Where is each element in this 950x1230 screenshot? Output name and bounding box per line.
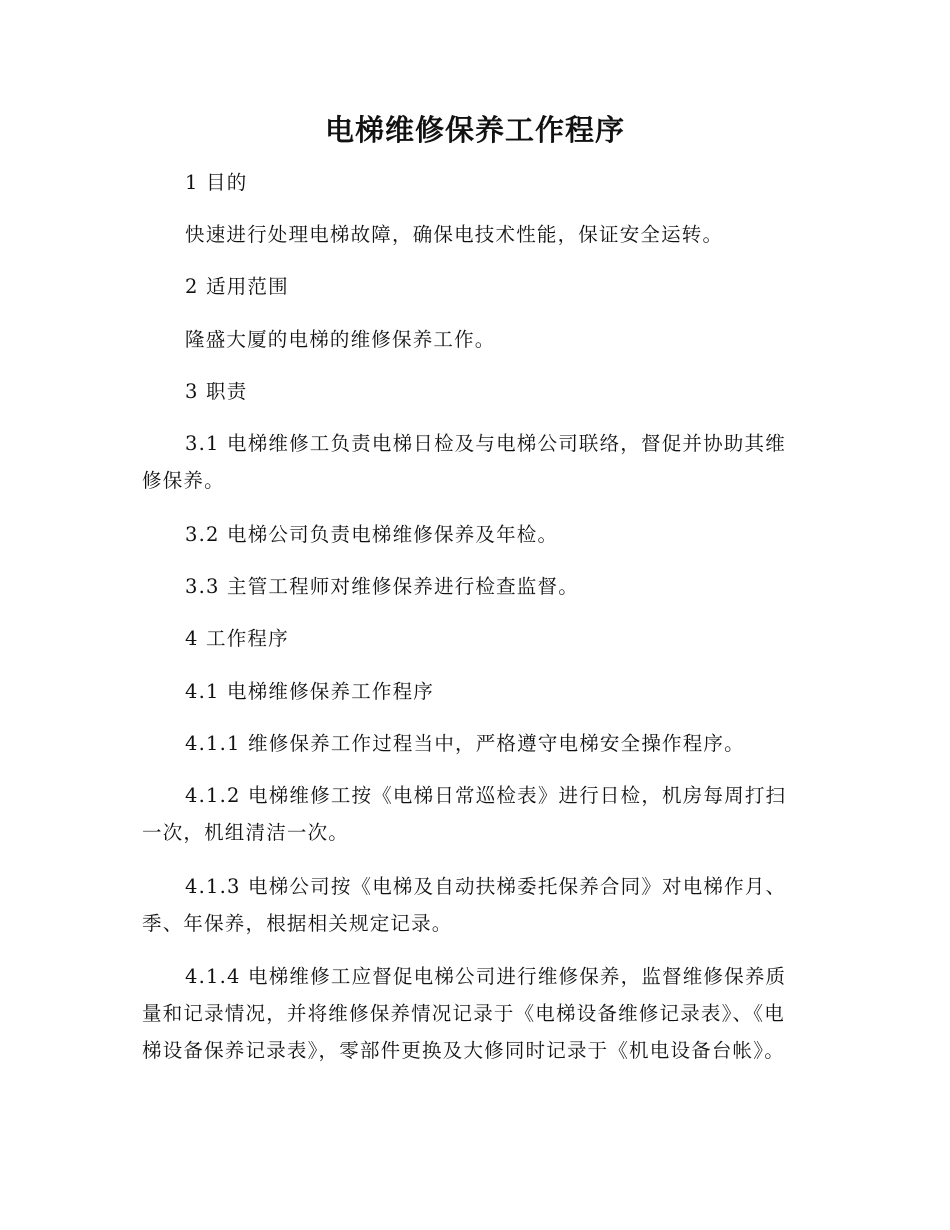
- heading-procedure-4-1: 4.1 电梯维修保养工作程序: [185, 680, 435, 703]
- paragraph-duty-3-1: 3.1 电梯维修工负责电梯日检及与电梯公司联络，督促并协助其维修保养。: [142, 432, 786, 492]
- paragraph-duty-3-3: 3.3 主管工程师对维修保养进行检查监督。: [185, 575, 579, 598]
- paragraph-4-1-4: 4.1.4 电梯维修工应督促电梯公司进行维修保养，监督维修保养质量和记录情况，并将维修保养情况记录于《电梯设备维修记录表》、《电梯设备保养记录表》，零部件更换及大修同时记录于《机电设备台帐》。: [142, 965, 787, 1062]
- heading-duties: 3 职责: [185, 380, 248, 403]
- paragraph-purpose: 快速进行处理电梯故障，确保电技术性能，保证安全运转。: [185, 223, 724, 246]
- heading-purpose: 1 目的: [185, 171, 248, 194]
- document-title: 电梯维修保养工作程序: [324, 113, 625, 147]
- paragraph-4-1-1: 4.1.1 维修保养工作过程当中，严格遵守电梯安全操作程序。: [185, 732, 745, 755]
- paragraph-duty-3-2: 3.2 电梯公司负责电梯维修保养及年检。: [185, 523, 559, 546]
- paragraph-scope: 隆盛大厦的电梯的维修保养工作。: [185, 328, 496, 351]
- paragraph-4-1-3: 4.1.3 电梯公司按《电梯及自动扶梯委托保养合同》对电梯作月、季、年保养，根据相关规定记录。: [142, 875, 787, 935]
- paragraph-4-1-2: 4.1.2 电梯维修工按《电梯日常巡检表》进行日检，机房每周打扫一次，机组清洁一次。: [142, 784, 787, 844]
- heading-scope: 2 适用范围: [185, 275, 289, 298]
- heading-procedure: 4 工作程序: [185, 627, 289, 650]
